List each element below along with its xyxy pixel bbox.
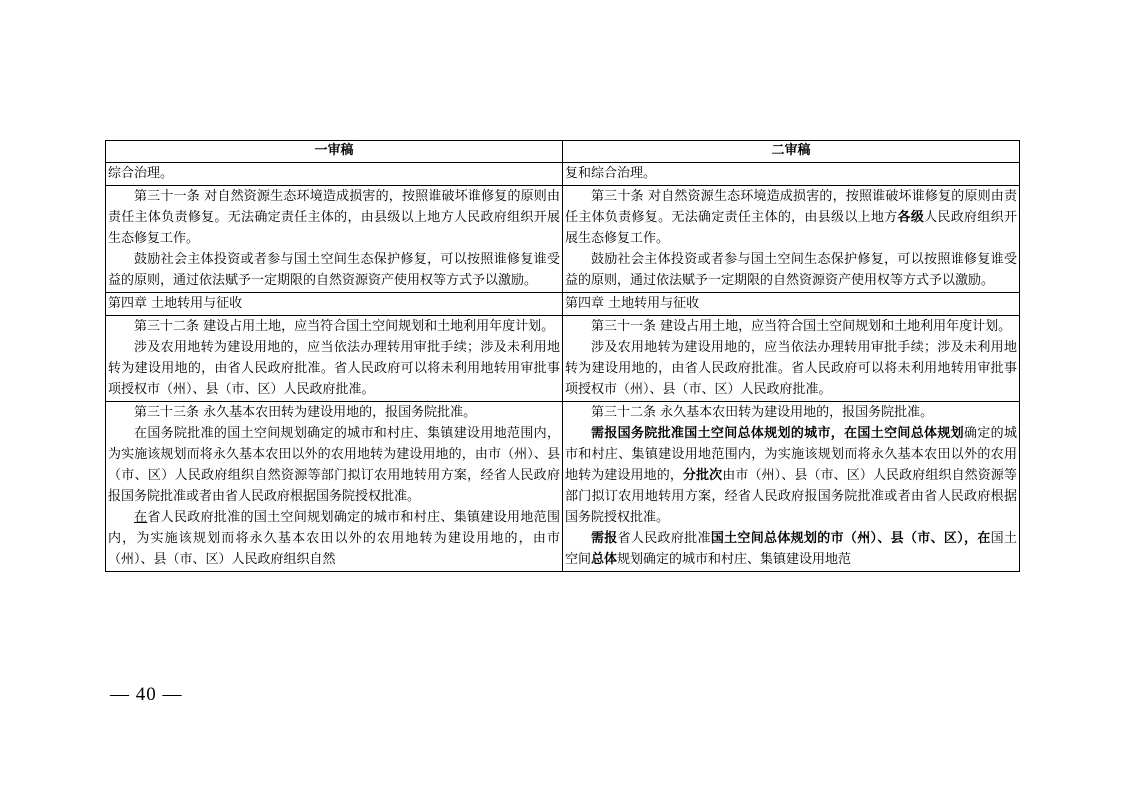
paragraph: 在国务院批准的国土空间规划确定的城市和村庄、集镇建设用地范围内，为实施该规划而将永久基本农田以外的农用地转为建设用地的，由市（州）、县（市、区）人民政府组织自然资源等部门拟订农用地转用方案，经省人民政府报国务院批准或者由省人民政府根据国务院授权批准。 — [108, 426, 560, 504]
paragraph: 涉及农用地转为建设用地的，应当依法办理转用审批手续；涉及未利用地转为建设用地的，由省人民政府批准。省人民政府可以将未利用地转用审批事项授权市（州）、县（市、区）人民政府批准。 — [108, 340, 560, 397]
paragraph — [565, 528, 1017, 570]
paragraph: 综合治理。 — [108, 166, 174, 181]
comparison-table — [105, 140, 1020, 572]
table-row — [106, 402, 1020, 572]
cell-left — [106, 163, 563, 186]
cell-right — [563, 402, 1020, 572]
text-run: 由市（州）、县（市、区）人民政府组织自然资源等部门拟订农用地转用方案，经省人民政府报国务院批准或者由省人民政府根据国务院授权批准。 — [565, 468, 1017, 525]
paragraph: 第三十二条 建设占用土地，应当符合国土空间规划和土地利用年度计划。 — [134, 319, 555, 334]
text-run: 人民政府组织开展生态修复工作。 — [565, 210, 1017, 246]
text-run: 规划确定的城市和村庄、集镇建设用地范 — [617, 552, 852, 567]
amended-text: 总体 — [591, 552, 618, 567]
paragraph: 第三十一条 对自然资源生态环境造成损害的，按照谁破坏谁修复的原则由责任主体负责修复。无法确定责任主体的，由县级以上地方人民政府组织开展生态修复工作。 — [108, 189, 560, 246]
text-run: 省人民政府批准 — [617, 531, 711, 546]
text-run: 第三十条 对自然资源生态环境造成损害的，按照谁破坏谁修复的原则由责任主体负责修复。无法确定责任主体的，由县级以上地方 — [565, 189, 1017, 225]
paragraph: 复和综合治理。 — [565, 166, 657, 181]
table-row — [106, 163, 1020, 186]
paragraph: 第三十二条 永久基本农田转为建设用地的，报国务院批准。 — [591, 405, 934, 420]
amended-text: 需报国务院批准国土空间总体规划的城市，在国土空间总体规划 — [591, 426, 965, 441]
table-row — [106, 316, 1020, 402]
paragraph — [565, 423, 1017, 528]
cell-left — [106, 186, 563, 293]
paragraph — [565, 186, 1017, 249]
paragraph: 涉及农用地转为建设用地的，应当依法办理转用审批手续；涉及未利用地转为建设用地的，由省人民政府批准。省人民政府可以将未利用地转用审批事项授权市（州）、县（市、区）人民政府批准。 — [565, 340, 1017, 397]
paragraph: 鼓励社会主体投资或者参与国土空间生态保护修复，可以按照谁修复谁受益的原则，通过依法赋予一定期限的自然资源资产使用权等方式予以激励。 — [108, 252, 560, 288]
header-row — [106, 141, 1020, 163]
paragraph — [108, 507, 560, 570]
cell-right — [563, 316, 1020, 402]
amended-text: 国土空间总体规划的市（州）、县（市、区），在 — [710, 531, 991, 546]
text-run: 省人民政府批准的国土空间规划确定的城市和村庄、集镇建设用地范围内，为实施该规划而将永久基本农田以外的农用地转为建设用地的，由市（州）、县（市、区）人民政府组织自然 — [108, 510, 560, 567]
cell-left — [106, 316, 563, 402]
text-run: 国土空间 — [565, 531, 1017, 567]
table-row — [106, 186, 1020, 293]
paragraph: 第三十三条 永久基本农田转为建设用地的，报国务院批准。 — [134, 405, 477, 420]
cell-right — [563, 163, 1020, 186]
cell-left — [106, 402, 563, 572]
chapter-title-right: 第四章 土地转用与征收 — [563, 293, 1020, 316]
page-number: — 40 — — [110, 684, 183, 705]
paragraph: 鼓励社会主体投资或者参与国土空间生态保护修复，可以按照谁修复谁受益的原则，通过依法赋予一定期限的自然资源资产使用权等方式予以激励。 — [565, 252, 1017, 288]
chapter-title-left: 第四章 土地转用与征收 — [106, 293, 563, 316]
cell-right — [563, 186, 1020, 293]
underlined-text: 在 — [134, 510, 148, 525]
amended-text: 各级 — [897, 210, 925, 225]
header-second-draft: 二审稿 — [563, 141, 1020, 163]
amended-text: 分批次 — [682, 468, 723, 483]
text-run: 确定的城市和村庄、集镇建设用地范围内，为实施该规划而将永久基本农田以外的农用地转为建设用地的， — [565, 426, 1017, 483]
paragraph: 第三十一条 建设占用土地，应当符合国土空间规划和土地利用年度计划。 — [591, 319, 1012, 334]
header-first-draft: 一审稿 — [106, 141, 563, 163]
chapter-row — [106, 293, 1020, 316]
amended-text: 需报 — [591, 531, 618, 546]
